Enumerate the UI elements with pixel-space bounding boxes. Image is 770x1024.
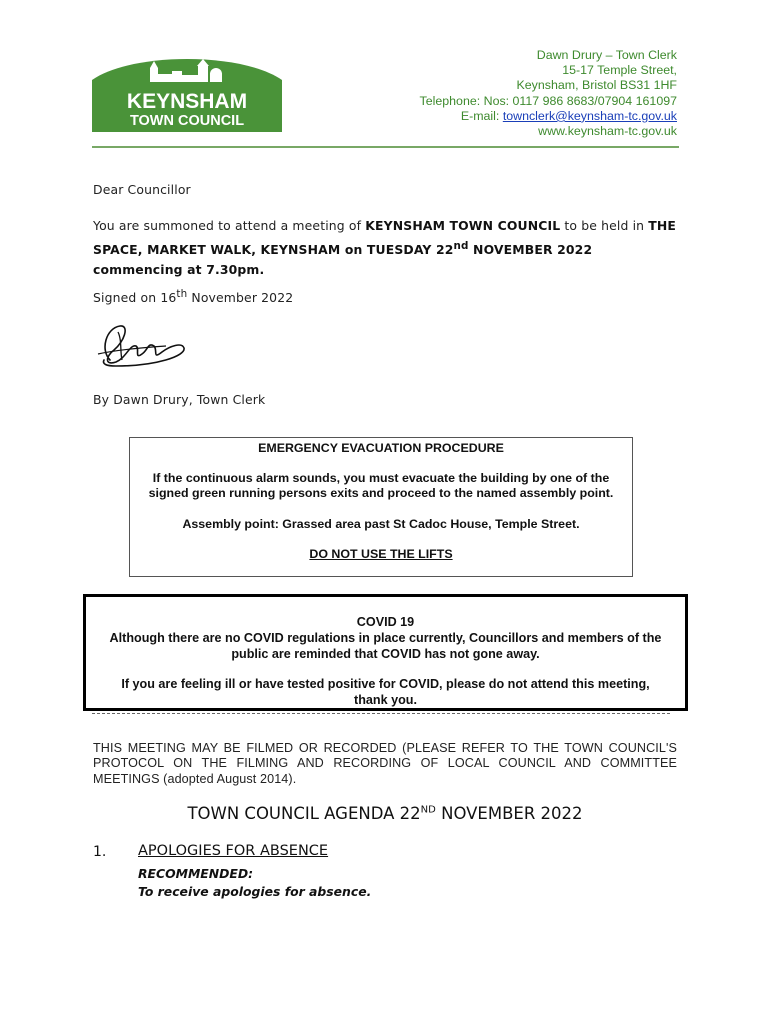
filming-notice: THIS MEETING MAY BE FILMED OR RECORDED (PLEASE REFER TO THE TOWN COUNCIL'S PROTOCOL ON THE FILMING AND RECORDING OF LOCAL COUNCIL AND COMMITTEE MEETINGS (adopted August 2014). (93, 741, 677, 786)
lifts-warning: DO NOT USE THE LIFTS (309, 547, 453, 561)
signature-image (96, 320, 188, 372)
contact-block (420, 48, 677, 139)
venue-date-pre: THE SPACE, MARKET WALK, KEYNSHAM on TUESDAY 22 (93, 218, 677, 258)
covid-title: COVID 19 (356, 615, 415, 629)
clerk-name: Dawn Drury – Town Clerk (536, 48, 677, 62)
logo-line2: TOWN COUNCIL (129, 113, 245, 129)
signed-date (93, 288, 293, 305)
dashed-divider (92, 713, 670, 714)
summons-mid: to be held in (560, 218, 649, 233)
emergency-procedure-box (129, 437, 633, 577)
agenda-item-recommended: RECOMMENDED: (138, 866, 254, 881)
signed-sup: th (176, 288, 188, 300)
venue-date-post: NOVEMBER 2022 commencing at 7.30pm. (93, 242, 593, 278)
covid-body: Although there are no COVID regulations in place currently, Councillors and members of the public are reminded that COVID has not gone away. (109, 631, 662, 661)
agenda-title (0, 804, 770, 823)
agenda-title-pre: TOWN COUNCIL AGENDA 22 (187, 804, 421, 823)
agenda-title-post: NOVEMBER 2022 (435, 804, 583, 823)
emergency-body: If the continuous alarm sounds, you must evacuate the building by one of the signed green running persons exits and proceed to the named assembly point. (148, 471, 614, 501)
covid-ill-notice: If you are feeling ill or have tested positive for COVID, please do not attend this meeting, thank you. (121, 677, 650, 707)
venue-date-sup: nd (453, 240, 469, 252)
email-label: E-mail: (460, 108, 503, 123)
agenda-title-sup: ND (420, 804, 436, 816)
telephone: Telephone: Nos: 0117 986 8683/07904 161097 (419, 93, 677, 108)
agenda-item-heading: APOLOGIES FOR ABSENCE (138, 843, 329, 859)
signed-post: November 2022 (187, 290, 294, 306)
address-line-2: Keynsham, Bristol BS31 1HF (516, 78, 677, 93)
assembly-point: Assembly point: Grassed area past St Cadoc House, Temple Street. (182, 517, 580, 531)
emergency-title: EMERGENCY EVACUATION PROCEDURE (258, 441, 504, 455)
covid-notice-box (83, 594, 688, 711)
council-name: KEYNSHAM TOWN COUNCIL (365, 218, 561, 233)
email-link[interactable]: townclerk@keynsham-tc.gov.uk (502, 108, 677, 123)
email-line (420, 109, 677, 124)
signed-pre: Signed on 16 (93, 290, 177, 306)
byline: By Dawn Drury, Town Clerk (93, 392, 266, 407)
agenda-item-number: 1. (93, 844, 107, 860)
agenda-item-text: To receive apologies for absence. (138, 884, 372, 899)
logo-line1: KEYNSHAM (126, 90, 248, 113)
header-divider (92, 146, 679, 148)
summons-paragraph (93, 216, 683, 280)
greeting: Dear Councillor (93, 182, 191, 197)
council-logo (92, 52, 282, 132)
summons-pre: You are summoned to attend a meeting of (93, 218, 366, 233)
website: www.keynsham-tc.gov.uk (538, 124, 677, 139)
address-line-1: 15-17 Temple Street, (562, 63, 677, 78)
